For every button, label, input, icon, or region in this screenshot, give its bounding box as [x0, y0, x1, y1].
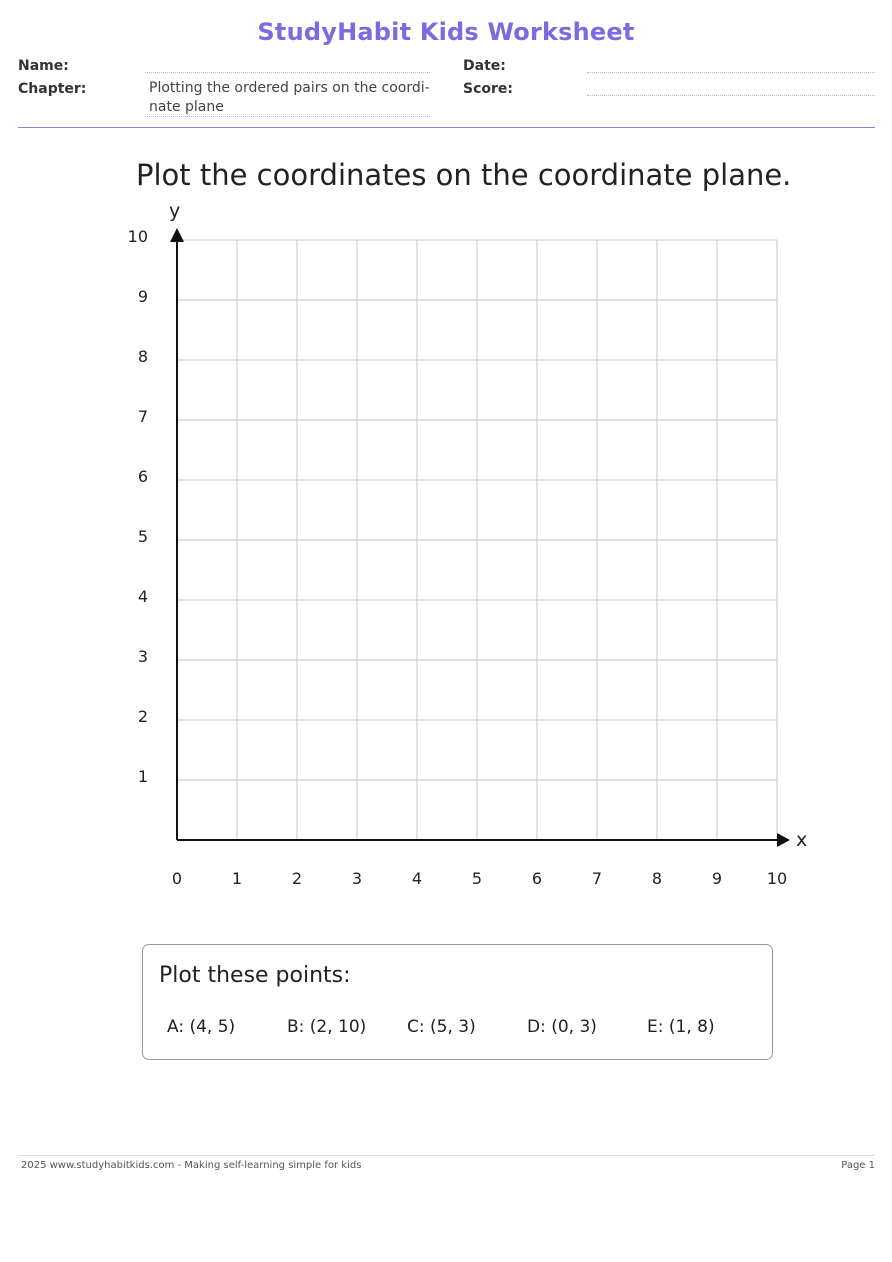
y-tick-label: 8	[137, 347, 148, 366]
y-tick-label: 10	[127, 227, 148, 246]
axes	[170, 228, 790, 847]
y-tick-label: 2	[137, 707, 148, 726]
x-tick-label: 1	[231, 869, 243, 888]
grid-lines	[177, 240, 777, 840]
point-item-d: D: (0, 3)	[527, 1017, 597, 1037]
y-axis-label: y	[169, 200, 181, 222]
y-tick-labels	[128, 227, 148, 786]
y-tick-label: 7	[137, 407, 148, 426]
x-axis-label: x	[796, 829, 808, 851]
chapter-field-line	[145, 116, 430, 117]
header-divider	[18, 127, 875, 128]
point-item-e: E: (1, 8)	[647, 1017, 715, 1037]
x-tick-labels	[172, 869, 787, 888]
footer-divider	[18, 1155, 875, 1156]
points-box	[142, 944, 773, 1060]
chapter-value-line2: nate plane	[149, 99, 224, 115]
y-tick-label: 5	[137, 527, 148, 546]
x-tick-label: 5	[471, 869, 483, 888]
y-tick-label: 1	[137, 767, 148, 786]
name-label: Name:	[18, 58, 69, 74]
y-tick-label: 9	[137, 287, 148, 306]
score-field-line[interactable]	[587, 95, 875, 96]
x-tick-label: 0	[171, 869, 183, 888]
y-tick-label: 6	[137, 467, 148, 486]
x-tick-label: 4	[411, 869, 423, 888]
chapter-value	[149, 79, 430, 117]
coordinate-plane[interactable]	[0, 195, 892, 895]
point-item-c: C: (5, 3)	[407, 1017, 476, 1037]
x-tick-label: 8	[651, 869, 663, 888]
x-tick-label: 10	[766, 869, 788, 888]
point-item-b: B: (2, 10)	[287, 1017, 367, 1037]
y-tick-label: 4	[137, 587, 148, 606]
point-item-a: A: (4, 5)	[167, 1017, 236, 1037]
chapter-label: Chapter:	[18, 81, 87, 97]
date-field-line[interactable]	[587, 72, 875, 73]
x-axis-arrow	[777, 833, 790, 847]
x-tick-label: 9	[711, 869, 723, 888]
points-box-title: Plot these points:	[159, 963, 351, 988]
page-number: Page 1	[841, 1160, 875, 1171]
score-label: Score:	[463, 81, 513, 97]
worksheet-title: StudyHabit Kids Worksheet	[257, 18, 635, 46]
date-label: Date:	[463, 58, 506, 74]
x-tick-label: 6	[531, 869, 543, 888]
y-tick-label: 3	[137, 647, 148, 666]
question-text: Plot the coordinates on the coordinate plane.	[136, 158, 792, 192]
footer-text: 2025 www.studyhabitkids.com - Making self-learning simple for kids	[21, 1160, 362, 1171]
chapter-value-line1: Plotting the ordered pairs on the coordi-	[149, 80, 430, 96]
name-field-line[interactable]	[145, 72, 430, 73]
y-axis-arrow	[170, 228, 184, 242]
x-tick-label: 3	[351, 869, 363, 888]
x-tick-label: 7	[591, 869, 603, 888]
x-tick-label: 2	[291, 869, 303, 888]
